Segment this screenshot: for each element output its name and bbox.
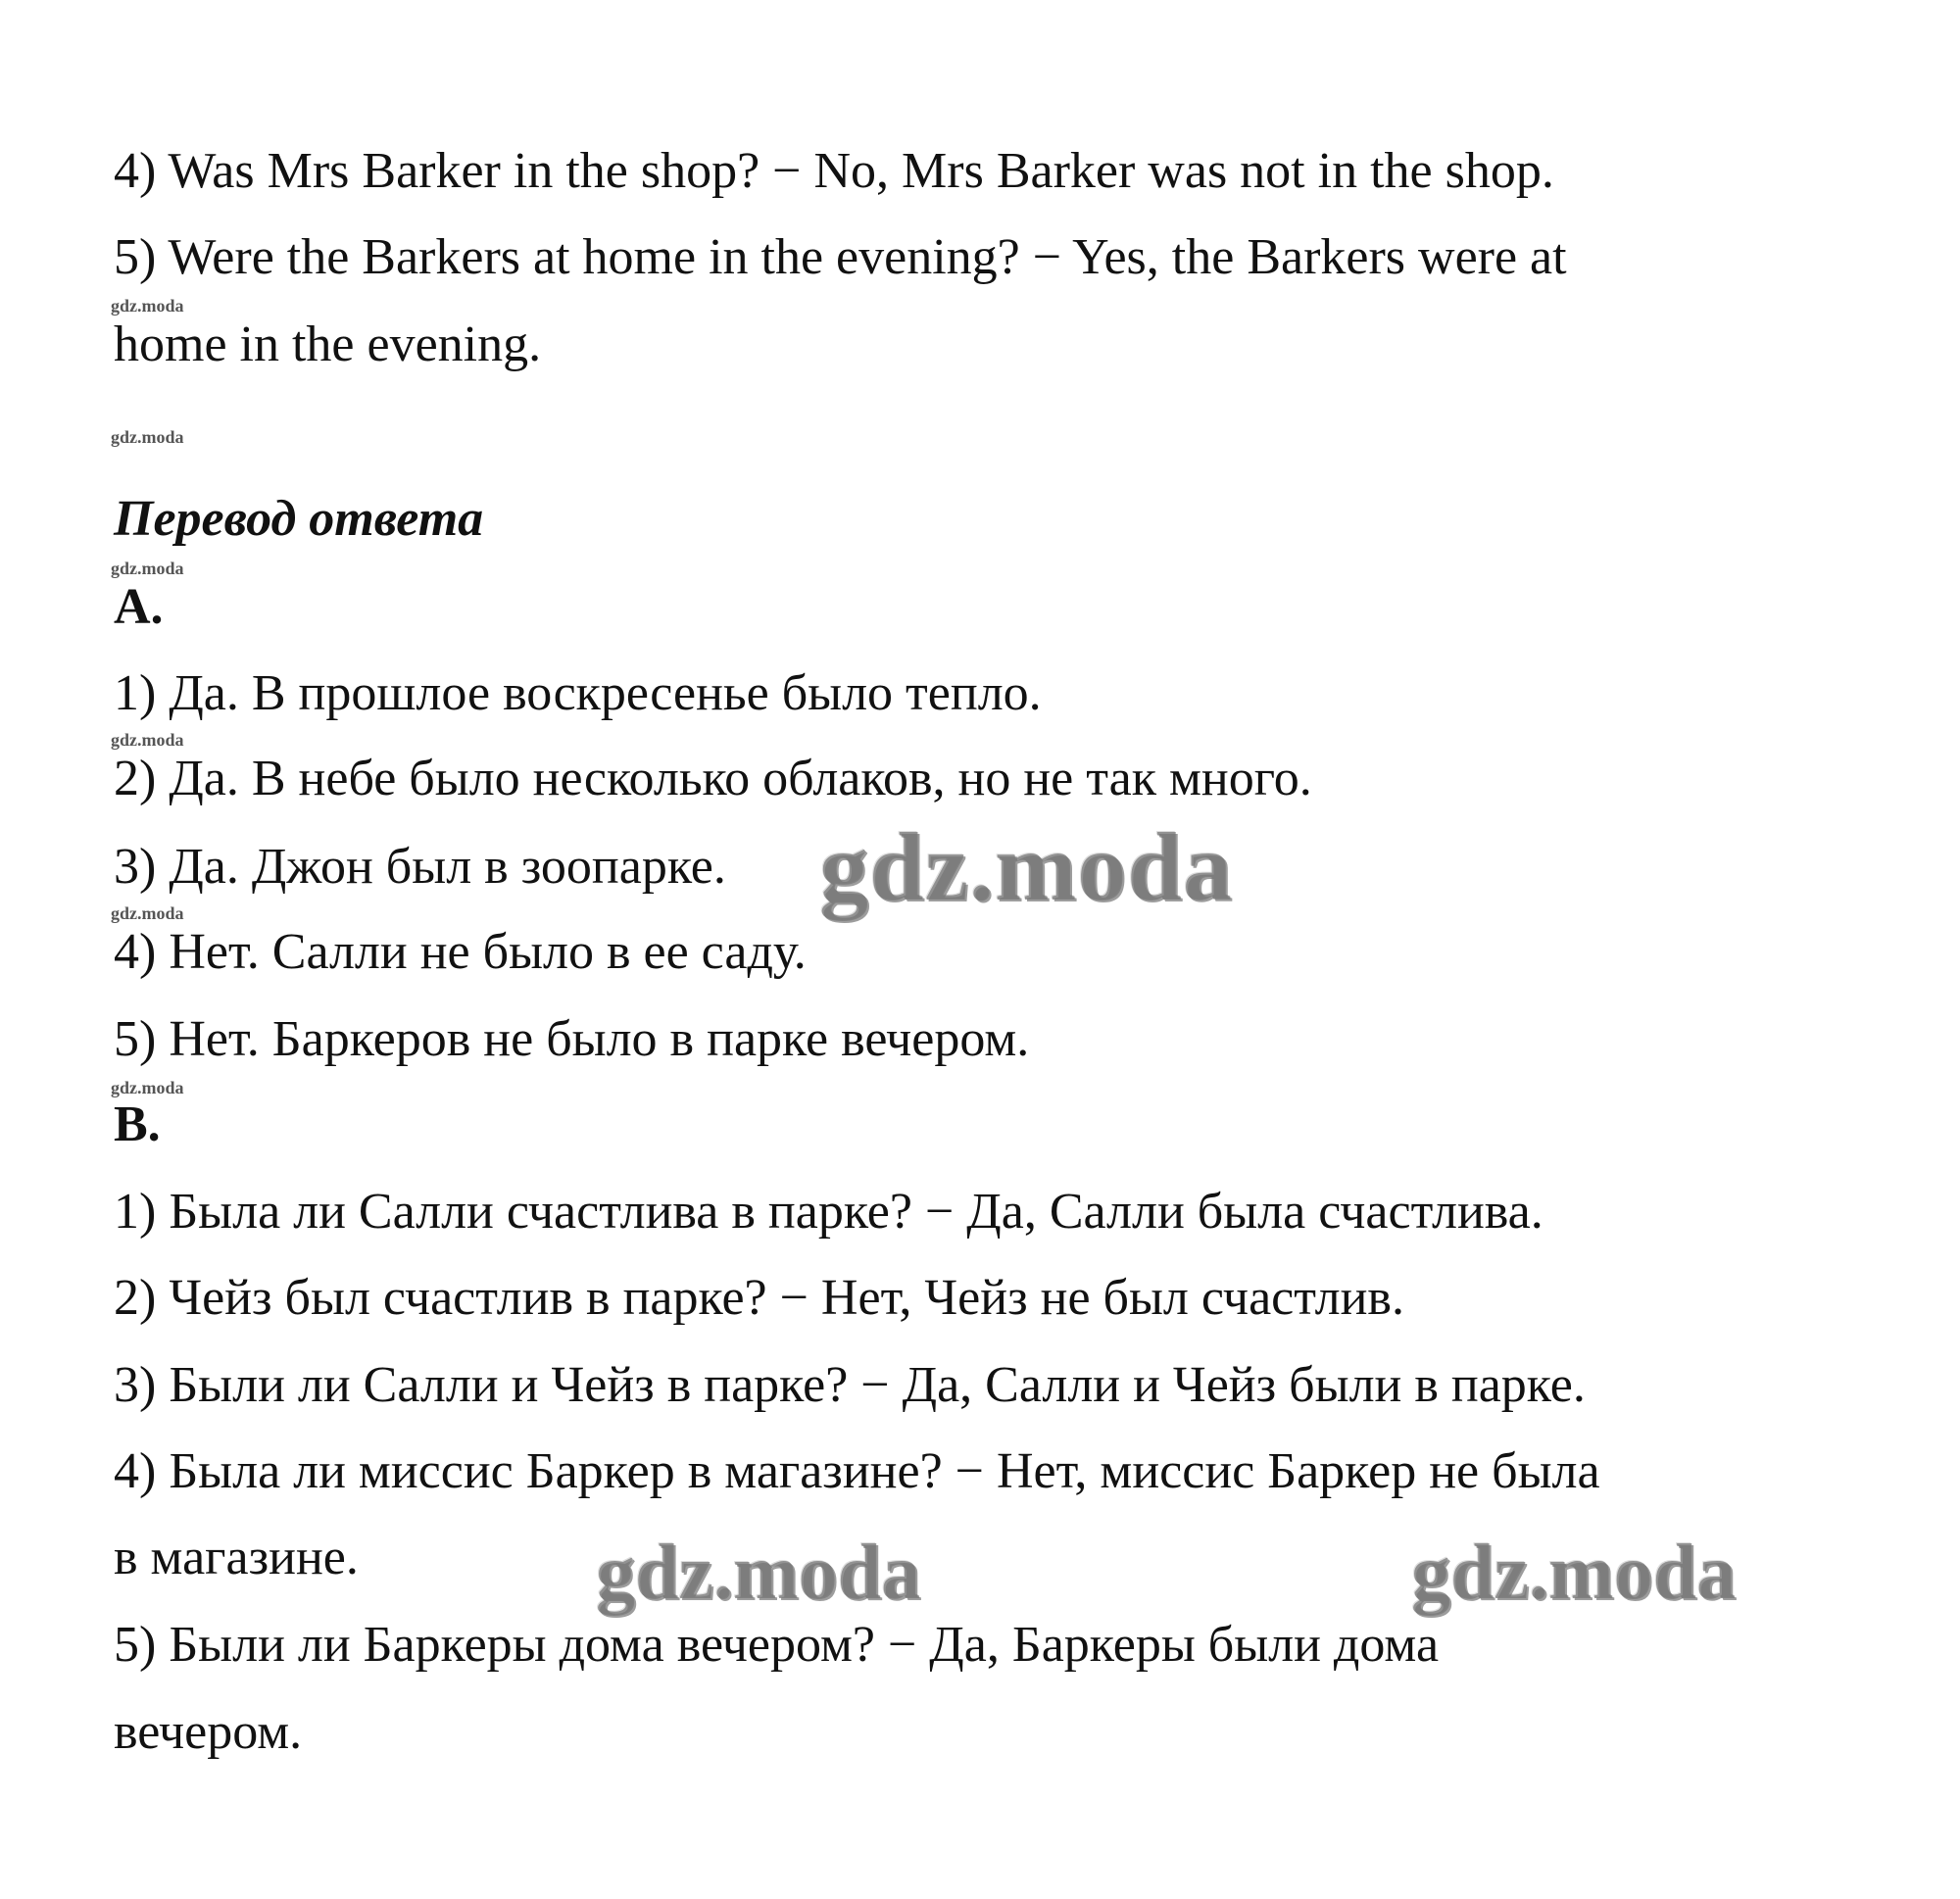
section-a-item-2: 2) Да. В небе было несколько облаков, но не так много. [114, 751, 1312, 806]
section-b-item-3: 3) Были ли Салли и Чейз в парке? − Да, Салли и Чейз были в парке. [114, 1357, 1586, 1413]
watermark-small: gdz.moda [111, 427, 184, 447]
english-answer-5: 5) Were the Barkers at home in the evening? − Yes, the Barkers were at [114, 229, 1567, 285]
watermark-medium: gdz.moda [596, 1530, 921, 1616]
english-answer-5-continued: home in the evening. [114, 316, 542, 372]
section-b-item-1: 1) Была ли Салли счастлива в парке? − Да, Салли была счастлива. [114, 1184, 1544, 1240]
watermark-small: gdz.moda [111, 296, 184, 316]
section-a-label: A. [114, 579, 164, 635]
watermark-large: gdz.moda [819, 812, 1233, 921]
section-b-item-5: 5) Были ли Баркеры дома вечером? − Да, Баркеры были дома [114, 1617, 1440, 1673]
section-b-item-4-continued: в магазине. [114, 1530, 359, 1585]
watermark-small: gdz.moda [111, 730, 184, 750]
section-b-label: B. [114, 1096, 161, 1152]
watermark-small: gdz.moda [111, 1078, 184, 1097]
translation-heading: Перевод ответа [114, 491, 484, 547]
section-b-item-5-continued: вечером. [114, 1704, 303, 1760]
watermark-small: gdz.moda [111, 559, 184, 578]
watermark-small: gdz.moda [111, 903, 184, 923]
english-answer-4: 4) Was Mrs Barker in the shop? − No, Mrs Barker was not in the shop. [114, 143, 1554, 199]
section-a-item-1: 1) Да. В прошлое воскресенье было тепло. [114, 665, 1042, 721]
watermark-medium: gdz.moda [1411, 1530, 1737, 1616]
section-b-item-2: 2) Чейз был счастлив в парке? − Нет, Чейз не был счастлив. [114, 1270, 1404, 1326]
section-a-item-3: 3) Да. Джон был в зоопарке. [114, 839, 726, 895]
section-b-item-4: 4) Была ли миссис Баркер в магазине? − Нет, миссис Баркер не была [114, 1443, 1600, 1499]
section-a-item-5: 5) Нет. Баркеров не было в парке вечером. [114, 1011, 1030, 1067]
section-a-item-4: 4) Нет. Салли не было в ее саду. [114, 924, 807, 980]
